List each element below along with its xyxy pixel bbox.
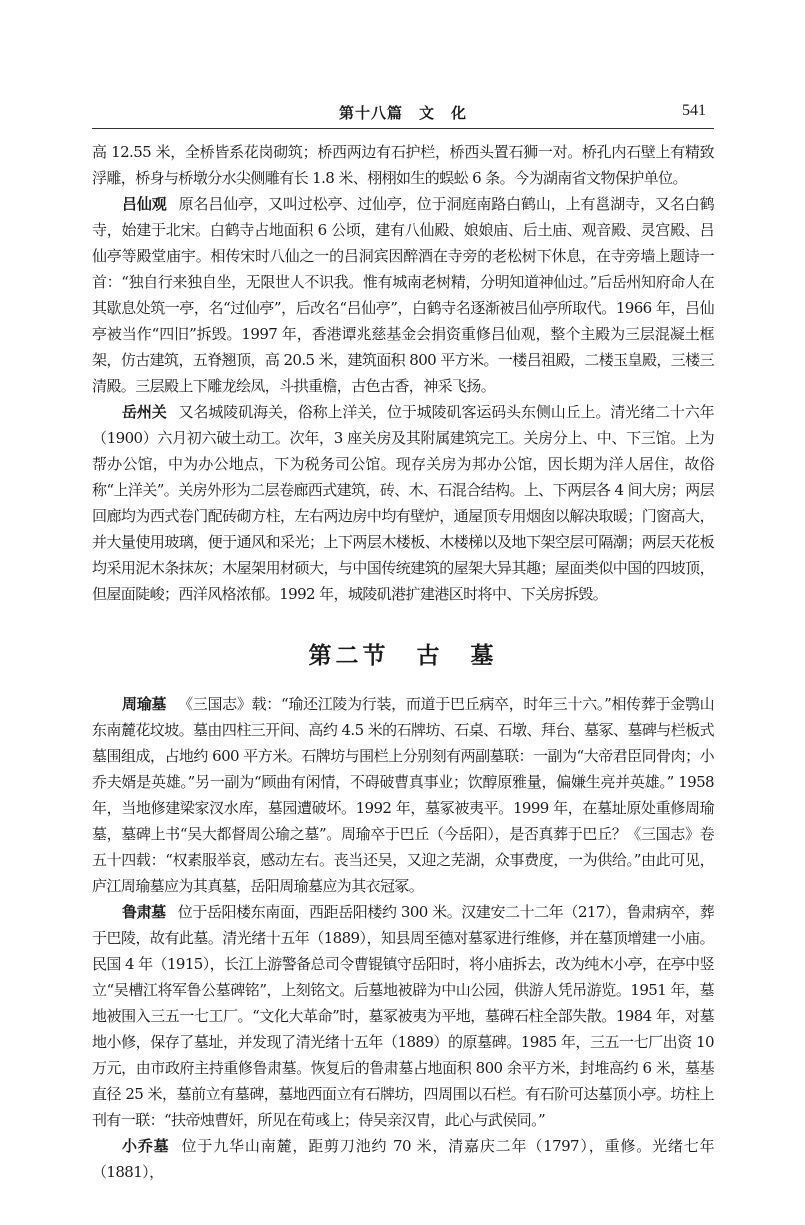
entry-text: 位于岳阳楼东南面，西距岳阳楼约 300 米。汉建安二十二年（217），鲁肃病卒，葬于巴陵，故有此墓。清光绪十五年（1889），知县周至德对墓冢进行维修，并在墓顶增建一小庙。民国 4 年（1915），长江上游警备总司令曹锟镇守岳阳时，将小庙拆去，改为纯木小亭，在亭中竖立“吴槽江将军鲁公墓碑铭”，上刻铭文。后墓地被辟为中山公园，供游人凭吊游览。1951 年，墓地被围入三五一七工厂。“文化大革命”时，墓冢被夷为平地，墓碑石柱全部失散。1984 年，对墓地小修，保存了墓址，并发现了清光绪十五年（1889）的原墓碑。1985 年，三五一七厂出资 10 万元，由市政府主持重修鲁肃墓。恢复后的鲁肃墓占地面积 800 余平方米，封堆高约 6 米，墓基直径 25 米，墓前立有墓碑，墓地西面立有石牌坊，四周围以石栏。有石阶可达墓顶小亭。坊柱上刊有一联：“扶帝烛曹奸，所见在荀彧上；侍吴亲汉胄，此心与武侯同。” — [92, 903, 715, 1129]
entry-text: 位于九华山南麓，距剪刀池约 70 米，清嘉庆二年（1797），重修。光绪七年（1881）， — [92, 1137, 714, 1181]
running-header — [92, 100, 714, 128]
entry-text: 又名城陵矶海关，俗称上洋关，位于城陵矶客运码头东侧山丘上。清光绪二十六年（1900）六月初六破土动工。次年，3 座关房及其附属建筑完工。关房分上、中、下三馆。上为帮办公馆，中为办公地点，下为税务司公馆。现存关房为邦办公馆，因长期为洋人居住，故俗称“上洋关”。关房外形为二层卷廊西式建筑，砖、木、石混合结构。上、下两层各 4 间大房；两层回廊均为西式卷门配砖砌方柱，左右两边房中均有壁炉，通屋顶专用烟囱以解决取暖；门窗高大，并大量使用玻璃，便于通风和采光；上下两层木楼板、木楼梯以及地下架空层可隔潮；两层天花板均采用泥木条抹灰；木屋架用材硕大，与中国传统建筑的屋架大异其趣；屋面类似中国的四坡顶，但屋面陡峻；西洋风格浓郁。1992 年，城陵矶港扩建港区时将中、下关房拆毁。 — [92, 403, 714, 603]
entry-term: 小乔墓 — [122, 1137, 170, 1155]
section-1-body — [92, 139, 714, 607]
entry-text: 《三国志》载：“瑜还江陵为行装，而道于巴丘病卒，时年三十六。”相传葬于金鹗山东南麓花坟坡。墓由四柱三开间、高约 4.5 米的石牌坊、石桌、石墩、拜台、墓冢、墓碑与栏板式墓围组成，占地约 600 平方米。石牌坊与围栏上分别刻有两副墓联：一副为“大帝君臣同骨肉；小乔夫婿是英雄。”另一副为“顾曲有闲情，不碍破曹真事业；饮醇原雅量，偏嫌生亮并英雄。” 1958 年，当地修建梁家汊水库，墓园遭破坏。1992 年，墓冢被夷平。1999 年，在墓址原处重修周瑜墓，墓碑上书“吴大都督周公瑜之墓”。周瑜卒于巴丘（今岳阳），是否真葬于巴丘？《三国志》卷五十四载：“权素服举哀，感动左右。丧当还吴，又迎之芜湖，众事费度，一为供给。”由此可见，庐江周瑜墓应为其真墓，岳阳周瑜墓应为其衣冠冢。 — [92, 695, 715, 895]
entry-term: 鲁肃墓 — [122, 903, 166, 921]
page-number: 541 — [682, 102, 706, 119]
continuation-paragraph: 高 12.55 米，全桥皆系花岗砌筑；桥西两边有石护栏，桥西头置石狮一对。桥孔内石壁上有精致浮雕，桥身与桥墩分水尖侧雕有长 1.8 米、栩栩如生的蜈蚣 6 条。今为湖南省文物保护单位。 — [92, 143, 714, 187]
entry-paragraph — [92, 899, 714, 1133]
entry-paragraph — [92, 691, 714, 899]
header-rule — [92, 128, 714, 129]
entry-term: 周瑜墓 — [122, 695, 167, 713]
entry-term: 吕仙观 — [122, 195, 167, 213]
entry-text: 原名吕仙亭，又叫过松亭、过仙亭，位于洞庭南路白鹤山，上有邕湖寺，又名白鹤寺，始建于北宋。白鹤寺占地面积 6 公顷，建有八仙殿、娘娘庙、后土庙、观音殿、灵宫殿、吕仙亭等殿堂庙宇。相传宋时八仙之一的吕洞宾因醉酒在寺旁的老松树下休息，在寺旁墙上题诗一首：“独自行来独自坐，无限世人不识我。惟有城南老树精，分明知道神仙过。”后岳州知府命人在其歇息处筑一亭，名“过仙亭”，后改名“吕仙亭”，白鹤寺名逐渐被吕仙亭所取代。1966 年，吕仙亭被当作“四旧”拆毁。1997 年，香港谭兆慈基金会捐资重修吕仙观，整个主殿为三层混凝土框架，仿古建筑，五脊翘顶，高 20.5 米，建筑面积 800 平方米。一楼吕祖殿，二楼玉皇殿，三楼三清殿。三层殿上下雕龙绘凤，斗拱重檐，古色古香，神采飞扬。 — [92, 195, 714, 395]
entry-paragraph — [92, 191, 714, 399]
section-2-body — [92, 691, 714, 1185]
chapter-title: 第十八篇 文 化 — [338, 104, 467, 122]
entry-paragraph — [92, 1133, 714, 1185]
section-title: 第二节 古 墓 — [308, 643, 498, 669]
entry-paragraph — [92, 399, 714, 607]
entry-term: 岳州关 — [122, 403, 167, 421]
